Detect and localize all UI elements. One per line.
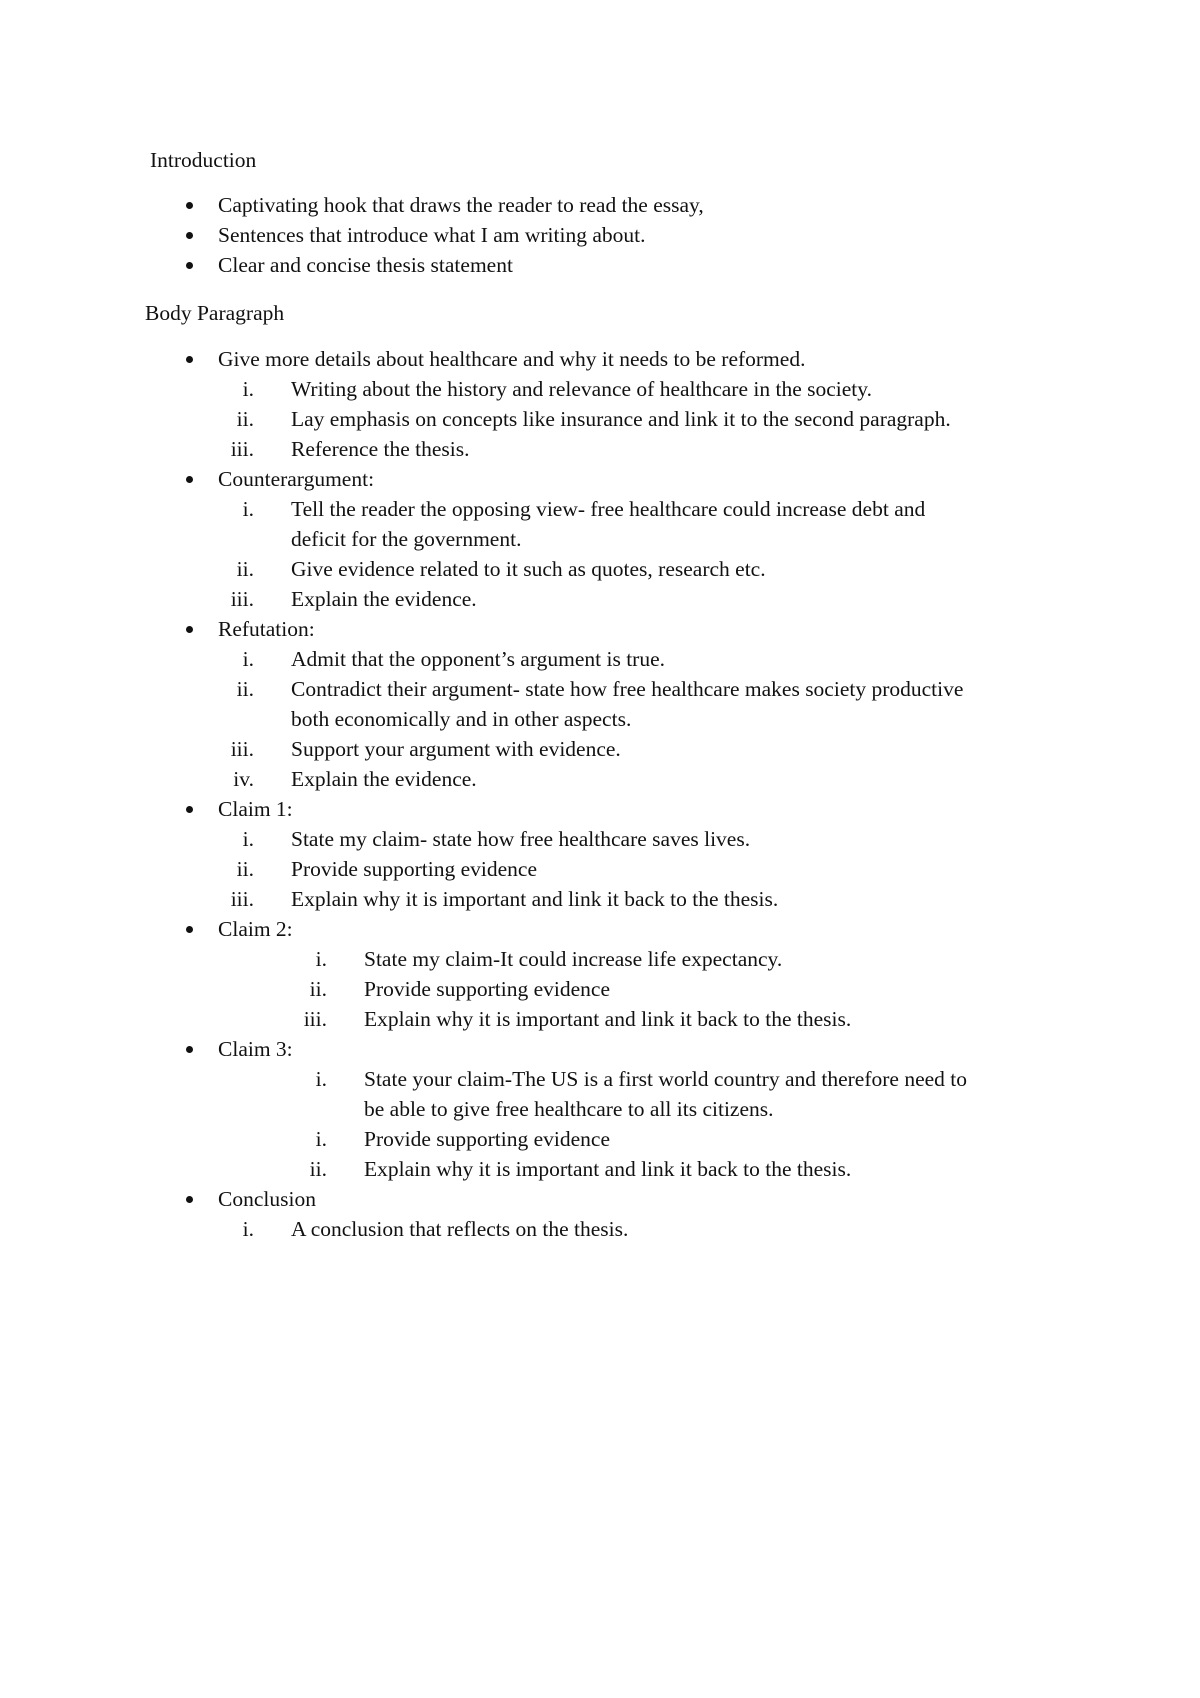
list-item: Support your argument with evidence.: [291, 737, 621, 761]
bullet-icon: [186, 262, 193, 269]
intro-bullet-3: Clear and concise thesis statement: [218, 253, 513, 277]
list-marker: i.: [242, 647, 254, 671]
list-marker: iii.: [230, 437, 254, 461]
list-marker: ii.: [309, 977, 327, 1001]
body-bullet-details: Give more details about healthcare and why it needs to be reformed.: [218, 347, 806, 371]
list-item: Explain the evidence.: [291, 587, 477, 611]
intro-bullet-1: Captivating hook that draws the reader to read the essay,: [218, 193, 704, 217]
body-bullet-counterargument: Counterargument:: [218, 467, 375, 491]
list-item-continuation: deficit for the government.: [291, 527, 522, 551]
list-item: Admit that the opponent’s argument is true.: [291, 647, 666, 671]
bullet-icon: [186, 1196, 193, 1203]
list-item: Explain the evidence.: [291, 767, 477, 791]
list-item: Provide supporting evidence: [364, 977, 611, 1001]
list-marker: iii.: [230, 887, 254, 911]
list-marker: i.: [242, 497, 254, 521]
body-bullet-claim-3: Claim 3:: [218, 1037, 293, 1061]
list-item: State your claim-The US is a first world country and therefore need to: [364, 1067, 968, 1091]
body-bullet-refutation: Refutation:: [218, 617, 315, 641]
list-marker: i.: [242, 827, 254, 851]
section-heading-introduction: Introduction: [150, 148, 257, 172]
list-item-continuation: be able to give free healthcare to all its citizens.: [364, 1097, 774, 1121]
section-heading-body-paragraph: Body Paragraph: [145, 301, 285, 325]
list-marker: i.: [242, 377, 254, 401]
list-marker: iv.: [233, 767, 254, 791]
list-marker: i.: [242, 1217, 254, 1241]
body-bullet-conclusion: Conclusion: [218, 1187, 316, 1211]
list-marker: iii.: [230, 737, 254, 761]
bullet-icon: [186, 926, 193, 933]
list-item: Writing about the history and relevance of healthcare in the society.: [291, 377, 873, 401]
bullet-icon: [186, 476, 193, 483]
list-item-continuation: both economically and in other aspects.: [291, 707, 632, 731]
body-bullet-claim-1: Claim 1:: [218, 797, 293, 821]
list-marker: i.: [315, 1127, 327, 1151]
bullet-icon: [186, 626, 193, 633]
list-marker: ii.: [236, 407, 254, 431]
list-marker: i.: [315, 1067, 327, 1091]
bullet-icon: [186, 202, 193, 209]
list-item: Provide supporting evidence: [364, 1127, 611, 1151]
list-marker: i.: [315, 947, 327, 971]
list-item: Provide supporting evidence: [291, 857, 538, 881]
list-item: A conclusion that reflects on the thesis.: [291, 1217, 629, 1241]
list-marker: ii.: [236, 557, 254, 581]
bullet-icon: [186, 806, 193, 813]
list-item: Explain why it is important and link it back to the thesis.: [364, 1157, 852, 1181]
list-item: State my claim- state how free healthcare saves lives.: [291, 827, 751, 851]
list-marker: ii.: [236, 857, 254, 881]
list-marker: ii.: [309, 1157, 327, 1181]
list-item: Explain why it is important and link it back to the thesis.: [364, 1007, 852, 1031]
body-bullet-claim-2: Claim 2:: [218, 917, 293, 941]
list-item: State my claim-It could increase life expectancy.: [364, 947, 783, 971]
list-marker: ii.: [236, 677, 254, 701]
list-item: Explain why it is important and link it back to the thesis.: [291, 887, 779, 911]
list-marker: iii.: [230, 587, 254, 611]
list-item: Tell the reader the opposing view- free healthcare could increase debt and: [291, 497, 926, 521]
list-item: Contradict their argument- state how free healthcare makes society productive: [291, 677, 964, 701]
intro-bullet-2: Sentences that introduce what I am writing about.: [218, 223, 646, 247]
bullet-icon: [186, 356, 193, 363]
list-item: Lay emphasis on concepts like insurance and link it to the second paragraph.: [291, 407, 951, 431]
bullet-icon: [186, 1046, 193, 1053]
bullet-icon: [186, 232, 193, 239]
list-item: Give evidence related to it such as quotes, research etc.: [291, 557, 766, 581]
list-marker: iii.: [303, 1007, 327, 1031]
list-item: Reference the thesis.: [291, 437, 470, 461]
